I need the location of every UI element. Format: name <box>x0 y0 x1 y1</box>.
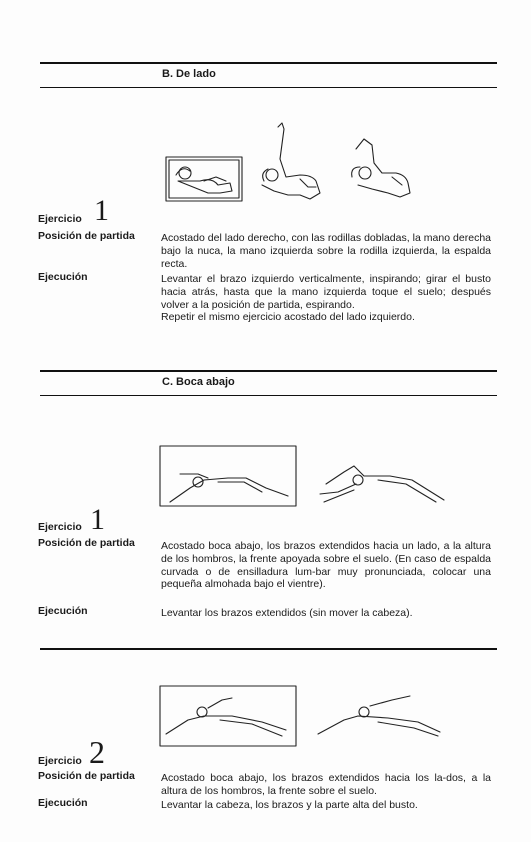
execution-label: Ejecución <box>38 797 88 809</box>
exercise-2-top-rule <box>40 648 497 650</box>
section-c-bottom-rule <box>40 395 497 396</box>
start-position-text: Acostado boca abajo, los brazos extendidos hacia los la-dos, a la altura de los hombros, la frente sobre el suelo. <box>161 772 491 797</box>
section-b-top-rule <box>40 62 497 64</box>
prone-arms-side-illustration <box>158 444 458 510</box>
section-b-bottom-rule <box>40 87 497 88</box>
execution-text: Levantar los brazos extendidos (sin mover la cabeza). <box>161 607 413 619</box>
start-position-label: Posición de partida <box>38 537 135 549</box>
exercise-number: 2 <box>89 734 105 770</box>
execution-text: Levantar el brazo izquierdo verticalmente, inspirando; girar el busto hacia atrás, hasta que la mano izquierda toque el suelo; después volver a la posición de partida, espirando. Repetir el mismo ejercicio acostado del lado izquierdo. <box>161 273 491 324</box>
execution-text: Levantar la cabeza, los brazos y la parte alta del busto. <box>161 799 418 811</box>
exercise-label: Ejercicio <box>38 755 82 767</box>
exercise-label: Ejercicio <box>38 213 82 225</box>
start-position-label: Posición de partida <box>38 230 135 242</box>
section-c-title: C. Boca abajo <box>162 376 235 388</box>
prone-arms-out-illustration <box>158 684 458 750</box>
exercise-number: 1 <box>94 194 109 227</box>
section-b-title: B. De lado <box>162 68 216 80</box>
execution-label: Ejecución <box>38 605 88 617</box>
exercise-label: Ejercicio <box>38 521 82 533</box>
start-position-label: Posición de partida <box>38 770 135 782</box>
start-position-text: Acostado del lado derecho, con las rodillas dobladas, la mano derecha bajo la nuca, la mano izquierda sobre la rodilla izquierda, la espalda recta. <box>161 232 491 270</box>
exercise-number: 1 <box>90 503 105 536</box>
start-position-text: Acostado boca abajo, los brazos extendidos hacia un lado, a la altura de los hombros, la frente apoyada sobre el suelo. (En caso de espalda curvada o de ensilladura lum-bar muy pronunciada, colocar una pequeña almohada bajo el vientre). <box>161 540 491 591</box>
section-c-top-rule <box>40 370 497 372</box>
execution-label: Ejecución <box>38 271 88 283</box>
side-lying-exercise-illustration <box>160 115 440 210</box>
